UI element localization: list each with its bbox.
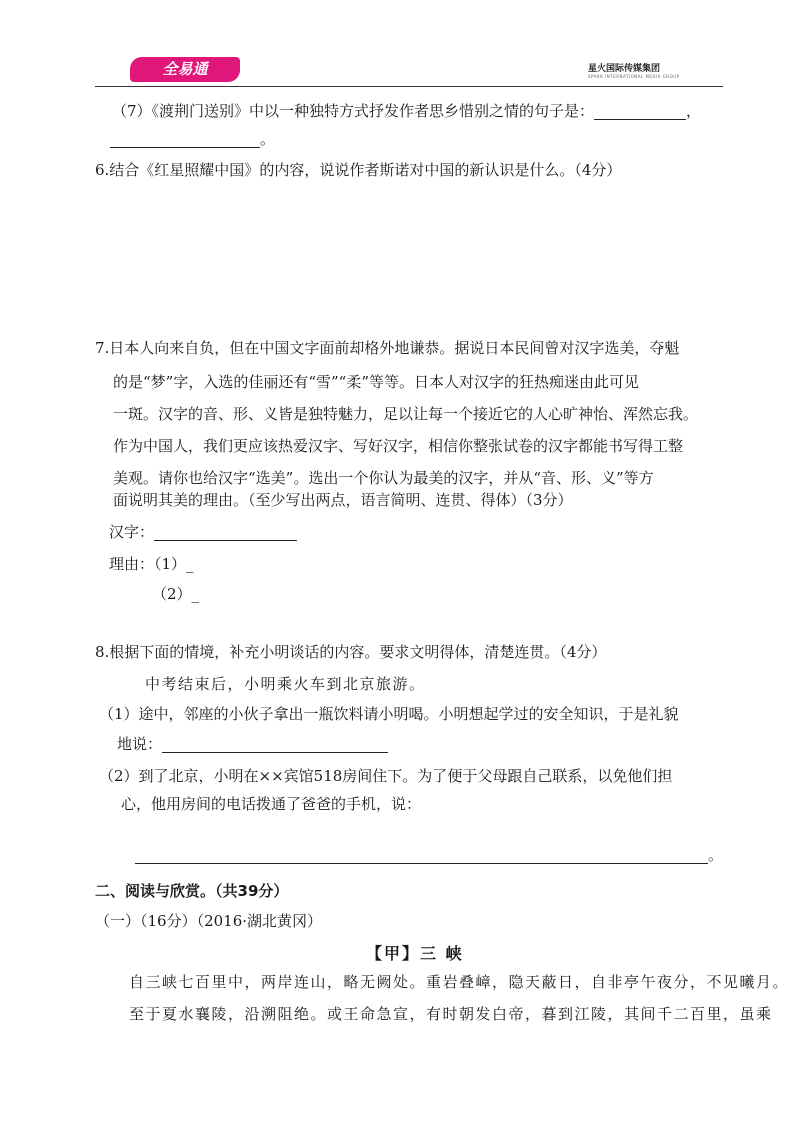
question-5-item-7-line2 xyxy=(110,130,275,148)
answer-blank[interactable] xyxy=(594,103,686,120)
question-7-line: 美观。请你也给汉字“选美”。选出一个你认为最美的汉字，并从“音、形、义”等方 xyxy=(113,469,654,487)
header-divider xyxy=(95,86,723,87)
brand-subtitle: SPARK INTERNATIONAL MEDIA GROUP xyxy=(588,74,680,79)
question-8-item-1: （1）途中，邻座的小伙子拿出一瓶饮料请小明喝。小明想起学过的安全知识，于是礼貌 xyxy=(99,705,679,723)
question-8-item-2-answer-row xyxy=(135,846,723,864)
question-8: 8.根据下面的情境，补充小明谈话的内容。要求文明得体，清楚连贯。（4分） xyxy=(95,643,607,661)
item-1-blank[interactable] xyxy=(162,736,388,753)
question-8-item-2-line2: 心，他用房间的电话拨通了爸爸的手机，说： xyxy=(121,795,422,813)
question-7-line: 7.日本人向来自负，但在中国文字面前却格外地谦恭。据说日本民间曾对汉字选美，夺魁 xyxy=(95,339,680,357)
reason-2-blank[interactable]: _ xyxy=(191,585,200,603)
reason-label: 理由：（1） xyxy=(109,555,187,573)
passage-line: 至于夏水襄陵，沿溯阻绝。或王命急宣，有时朝发白帝，暮到江陵，其间千二百里，虽乘 xyxy=(129,1005,773,1023)
punctuation: ， xyxy=(686,102,702,120)
punctuation: 。 xyxy=(260,130,276,148)
question-5-item-7 xyxy=(112,102,701,120)
brand-name: 星火国际传媒集团 xyxy=(588,64,661,74)
passage-title: 【甲】三 峡 xyxy=(366,944,464,963)
section-2-heading: 二、阅读与欣赏。（共39分） xyxy=(95,882,289,900)
answer-blank[interactable] xyxy=(110,131,260,148)
reason-2-row xyxy=(152,585,199,603)
question-7-line: 面说明其美的理由。（至少写出两点，语言简明、连贯、得体）（3分） xyxy=(113,491,573,509)
question-7-line: 作为中国人，我们更应该热爱汉字、写好汉字，相信你整张试卷的汉字都能书写得工整 xyxy=(113,437,684,455)
punctuation: 。 xyxy=(708,846,724,864)
question-6: 6.结合《红星照耀中国》的内容，说说作者斯诺对中国的新认识是什么。（4分） xyxy=(95,161,622,179)
hanzi-answer-row xyxy=(109,523,297,541)
reason-2-label: （2） xyxy=(152,585,192,603)
question-8-context: 中考结束后，小明乘火车到北京旅游。 xyxy=(145,675,426,693)
passage-line: 自三峡七百里中，两岸连山，略无阙处。重岩叠嶂，隐天蔽日，自非亭午夜分，不见曦月。 xyxy=(129,973,790,991)
question-text: （7）《渡荆门送别》中以一种独特方式抒发作者思乡惜别之情的句子是： xyxy=(112,102,595,120)
item-1-label: 地说： xyxy=(117,735,163,753)
hanzi-blank[interactable] xyxy=(154,524,297,541)
reason-1-blank[interactable]: _ xyxy=(186,555,194,573)
section-2-subheading: （一）（16分）（2016·湖北黄冈） xyxy=(95,912,323,930)
hanzi-label: 汉字： xyxy=(109,523,155,541)
question-7-line: 一斑。汉字的音、形、义皆是独特魅力，足以让每一个接近它的人心旷神怡、浑然忘我。 xyxy=(113,405,699,423)
reason-1-row xyxy=(109,555,194,573)
quanyitong-logo: 全易通 xyxy=(130,57,240,82)
question-8-item-2: （2）到了北京，小明在××宾馆518房间住下。为了便于父母跟自己联系，以免他们担 xyxy=(99,767,673,785)
item-2-blank[interactable] xyxy=(135,847,708,864)
question-8-item-1-answer-row xyxy=(117,735,388,753)
question-7-line: 的是“梦”字，入选的佳丽还有“雪”“柔”等等。日本人对汉字的狂热痴迷由此可见 xyxy=(113,373,640,391)
